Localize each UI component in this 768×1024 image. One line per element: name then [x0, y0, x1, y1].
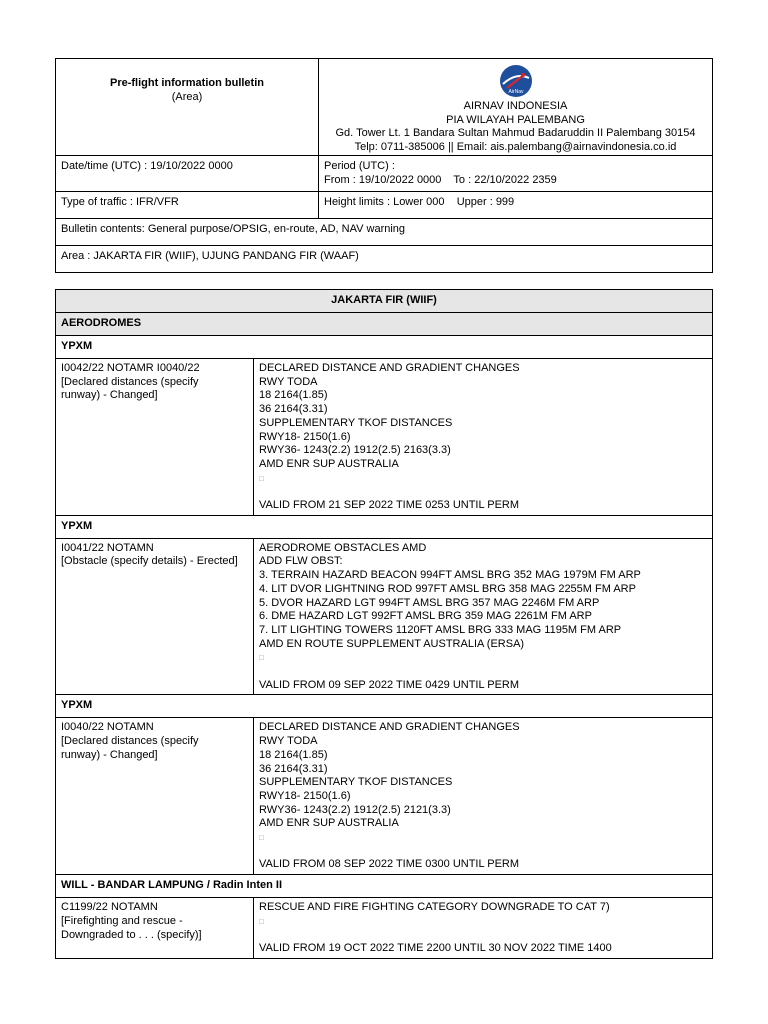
notam-reference-cell	[56, 718, 254, 875]
notam-text-line: RWY36- 1243(2.2) 1912(2.5) 2121(3.3)	[259, 803, 451, 816]
notam-text-line: ADD FLW OBST:	[259, 555, 343, 568]
height-upper: Upper : 999	[456, 195, 515, 208]
period-label: Period (UTC) :	[324, 159, 395, 172]
notam-reference-line: Downgraded to . . . (specify)]	[61, 928, 202, 941]
bulletin-title-cell	[56, 59, 319, 156]
notam-text-line: AERODROME OBSTACLES AMD	[259, 541, 427, 554]
aerodrome-location-heading: YPXM	[56, 336, 713, 359]
notam-text-line: 3. TERRAIN HAZARD BEACON 994FT AMSL BRG 352 MAG 1979M FM ARP	[259, 569, 641, 582]
notam-text-line: RWY18- 2150(1.6)	[259, 430, 351, 443]
datetime-value: Date/time (UTC) : 19/10/2022 0000	[61, 159, 233, 172]
notam-text-cell	[254, 898, 713, 959]
notam-text-line: 18 2164(1.85)	[259, 389, 328, 402]
organization-cell	[319, 59, 713, 156]
placeholder-box-icon: □	[259, 653, 264, 663]
svg-text:AirNav: AirNav	[507, 89, 524, 95]
notam-text-line: DECLARED DISTANCE AND GRADIENT CHANGES	[259, 721, 520, 734]
org-address: Gd. Tower Lt. 1 Bandara Sultan Mahmud Badaruddin II Palembang 30154	[335, 127, 696, 140]
org-contact: Telp: 0711-385006 || Email: ais.palembang@airnavindonesia.co.id	[354, 141, 677, 154]
spacer	[259, 929, 707, 943]
notam-text-line: SUPPLEMENTARY TKOF DISTANCES	[259, 416, 453, 429]
notam-entry-row	[56, 718, 713, 875]
notam-reference-line: [Firefighting and rescue -	[61, 914, 183, 927]
notam-text-line: 4. LIT DVOR LIGHTNING ROD 997FT AMSL BRG 358 MAG 2255M FM ARP	[259, 582, 636, 595]
notam-entry-row	[56, 538, 713, 695]
period-from: From : 19/10/2022 0000	[324, 173, 442, 186]
notam-text-line: RWY36- 1243(2.2) 1912(2.5) 2163(3.3)	[259, 444, 451, 457]
notam-text-line: RWY18- 2150(1.6)	[259, 789, 351, 802]
notam-reference-line: C1199/22 NOTAMN	[61, 901, 158, 914]
traffic-cell	[56, 191, 319, 218]
notam-reference-line: I0042/22 NOTAMR I0040/22	[61, 362, 200, 374]
traffic-type: Type of traffic : IFR/VFR	[61, 195, 179, 208]
notam-reference-cell	[56, 538, 254, 695]
notam-text-cell	[254, 718, 713, 875]
period-to: To : 22/10/2022 2359	[453, 173, 557, 186]
notam-text-line: 36 2164(3.31)	[259, 403, 328, 416]
notam-entry-row	[56, 359, 713, 516]
notam-text-line: RWY TODA	[259, 735, 318, 748]
notam-text-cell	[254, 538, 713, 695]
notam-reference-line: runway) - Changed]	[61, 389, 158, 402]
period-range	[324, 174, 707, 188]
notam-reference-line: [Declared distances (specify	[61, 375, 199, 388]
notam-text-cell	[254, 359, 713, 516]
notam-reference-line: [Obstacle (specify details) - Erected]	[61, 555, 238, 568]
notam-validity: VALID FROM 08 SEP 2022 TIME 0300 UNTIL PERM	[259, 858, 520, 871]
notam-text-line: RESCUE AND FIRE FIGHTING CATEGORY DOWNGRADE TO CAT 7)	[259, 901, 610, 914]
bulletin-area: Area : JAKARTA FIR (WIIF), UJUNG PANDANG FIR (WAAF)	[61, 249, 359, 262]
notam-validity: VALID FROM 21 SEP 2022 TIME 0253 UNTIL PERM	[259, 499, 520, 511]
notam-text-line: 36 2164(3.31)	[259, 762, 328, 775]
notam-reference-line: I0040/22 NOTAMN	[61, 721, 154, 734]
notam-text-line: RWY TODA	[259, 375, 318, 388]
notam-reference-cell	[56, 359, 254, 516]
notam-entry-row	[56, 898, 713, 959]
notam-text-line: 7. LIT LIGHTING TOWERS 1120FT AMSL BRG 333 MAG 1195M FM ARP	[259, 623, 622, 636]
bulletin-contents: Bulletin contents: General purpose/OPSIG, en-route, AD, NAV warning	[61, 222, 406, 235]
notam-reference-line: runway) - Changed]	[61, 748, 158, 761]
bulletin-contents-cell	[56, 218, 713, 245]
notam-text-line: SUPPLEMENTARY TKOF DISTANCES	[259, 776, 453, 789]
notam-text-line: AMD EN ROUTE SUPPLEMENT AUSTRALIA (ERSA)	[259, 637, 525, 650]
notam-validity: VALID FROM 19 OCT 2022 TIME 2200 UNTIL 30 NOV 2022 TIME 1400	[259, 942, 612, 955]
notam-text-line: AMD ENR SUP AUSTRALIA	[259, 457, 399, 470]
aerodrome-location-heading: YPXM	[56, 695, 713, 718]
spacer	[259, 665, 707, 679]
fir-heading: JAKARTA FIR (WIIF)	[56, 290, 713, 313]
notam-table	[55, 289, 713, 959]
spacer	[259, 485, 707, 499]
aerodrome-location-heading: YPXM	[56, 515, 713, 538]
notam-text-line: DECLARED DISTANCE AND GRADIENT CHANGES	[259, 362, 520, 374]
bulletin-header-table	[55, 58, 713, 273]
placeholder-box-icon: □	[259, 916, 264, 926]
placeholder-box-icon: □	[259, 833, 264, 843]
bulletin-title: Pre-flight information bulletin	[110, 77, 264, 89]
notam-text-line: AMD ENR SUP AUSTRALIA	[259, 817, 399, 830]
height-limits-cell	[319, 191, 713, 218]
datetime-cell	[56, 155, 319, 191]
notam-text-line: 18 2164(1.85)	[259, 748, 328, 761]
section-heading-aerodromes: AERODROMES	[56, 313, 713, 336]
notam-reference-line: [Declared distances (specify	[61, 735, 199, 748]
bulletin-subtitle: (Area)	[171, 90, 203, 103]
placeholder-box-icon: □	[259, 473, 264, 483]
notam-validity: VALID FROM 09 SEP 2022 TIME 0429 UNTIL PERM	[259, 678, 520, 691]
notam-reference-cell	[56, 898, 254, 959]
org-branch: PIA WILAYAH PALEMBANG	[446, 113, 585, 126]
notam-reference-line: I0041/22 NOTAMN	[61, 541, 154, 554]
spacer	[259, 845, 707, 859]
area-cell	[56, 245, 713, 272]
period-cell	[319, 155, 713, 191]
airnav-logo-icon	[499, 64, 533, 98]
height-lower: Height limits : Lower 000	[324, 195, 445, 208]
notam-text-line: 6. DME HAZARD LGT 992FT AMSL BRG 359 MAG 2261M FM ARP	[259, 610, 592, 623]
notam-text-line: 5. DVOR HAZARD LGT 994FT AMSL BRG 357 MAG 2246M FM ARP	[259, 596, 600, 609]
aerodrome-location-heading: WILL - BANDAR LAMPUNG / Radin Inten II	[56, 875, 713, 898]
org-name: AIRNAV INDONESIA	[463, 100, 568, 112]
